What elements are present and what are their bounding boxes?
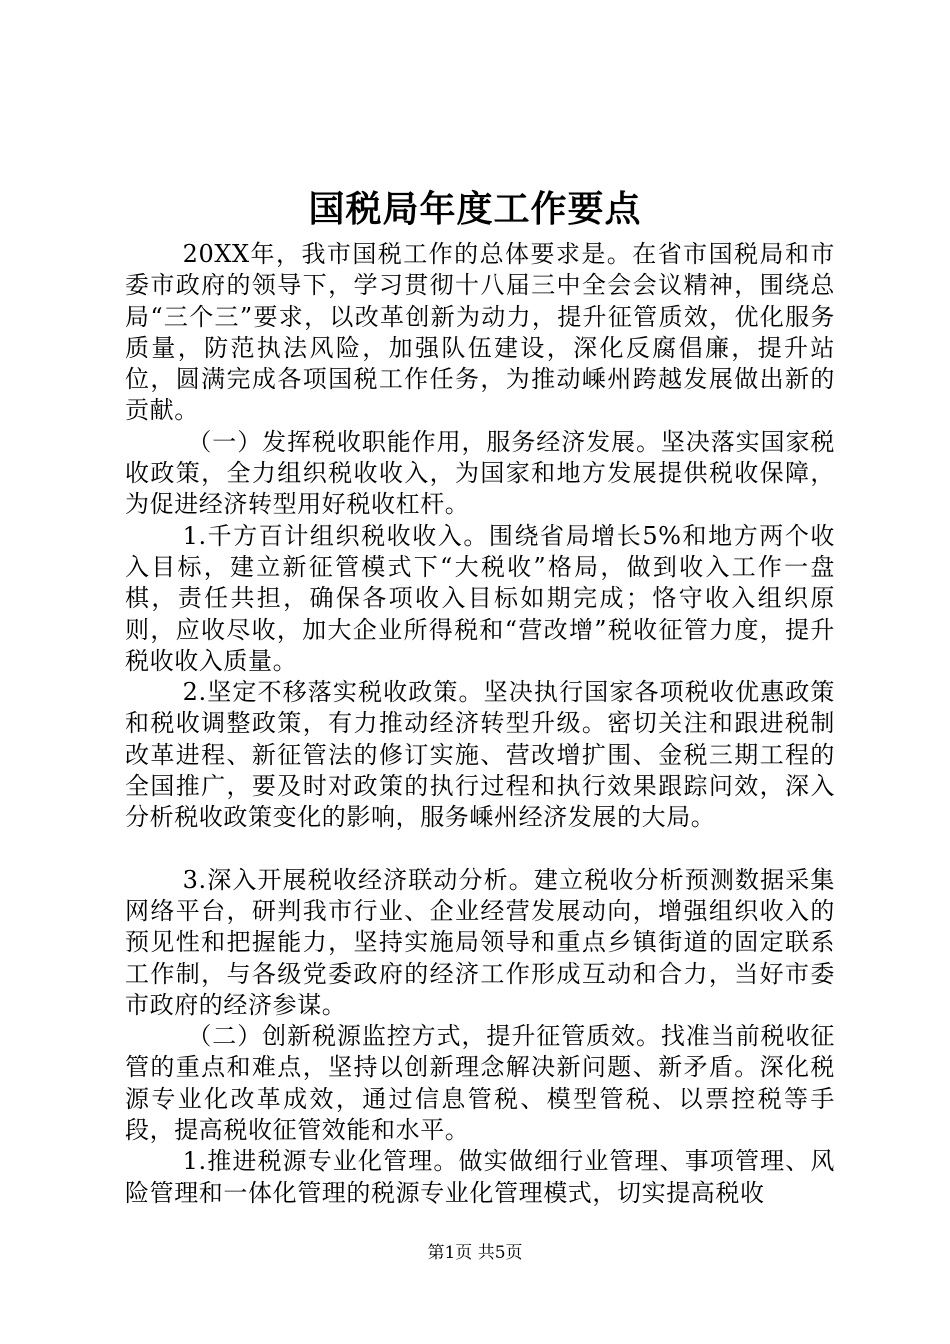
- paragraph-item-1-1: 1.千方百计组织税收收入。围绕省局增长5%和地方两个收入目标，建立新征管模式下“大税收”格局，做到收入工作一盘棋，责任共担，确保各项收入目标如期完成；恪守收入组织原则，应收尽收，加大企业所得税和“营改增”税收征管力度，提升税收收入质量。: [125, 521, 835, 675]
- page-footer: 第1页 共5页: [427, 1243, 523, 1263]
- paragraph-item-1-2: 2.坚定不移落实税收政策。坚决执行国家各项税收优惠政策和税收调整政策，有力推动经济转型升级。密切关注和跟进税制改革进程、新征管法的修订实施、营改增扩围、金税三期工程的全国推广，要及时对政策的执行过程和执行效果跟踪问效，深入分析税收政策变化的影响，服务嵊州经济发展的大局。: [125, 678, 835, 832]
- paragraph-section-one: （一）发挥税收职能作用，服务经济发展。坚决落实国家税收政策，全力组织税收收入，为国家和地方发展提供税收保障，为促进经济转型用好税收杠杆。: [125, 427, 835, 519]
- paragraph-item-2-1: 1.推进税源专业化管理。做实做细行业管理、事项管理、风险管理和一体化管理的税源专业化管理模式，切实提高税收: [125, 1147, 835, 1207]
- document-title: 国税局年度工作要点: [308, 188, 642, 230]
- paragraph-item-1-3: 3.深入开展税收经济联动分析。建立税收分析预测数据采集网络平台，研判我市行业、企业经营发展动向，增强组织收入的预见性和把握能力，坚持实施局领导和重点乡镇街道的固定联系工作制，与各级党委政府的经济工作形成互动和合力，当好市委市政府的经济参谋。: [125, 865, 835, 1019]
- paragraph-overall-requirements: 20XX年，我市国税工作的总体要求是。在省市国税局和市委市政府的领导下，学习贯彻十八届三中全会会议精神，围绕总局“三个三”要求，以改革创新为动力，提升征管质效，优化服务质量，防范执法风险，加强队伍建设，深化反腐倡廉，提升站位，圆满完成各项国税工作任务，为推动嵊州跨越发展做出新的贡献。: [125, 240, 835, 425]
- paragraph-section-two: （二）创新税源监控方式，提升征管质效。找准当前税收征管的重点和难点，坚持以创新理念解决新问题、新矛盾。深化税源专业化改革成效，通过信息管税、模型管税、以票控税等手段，提高税收征管效能和水平。: [125, 1022, 835, 1145]
- document-body: [125, 239, 835, 1209]
